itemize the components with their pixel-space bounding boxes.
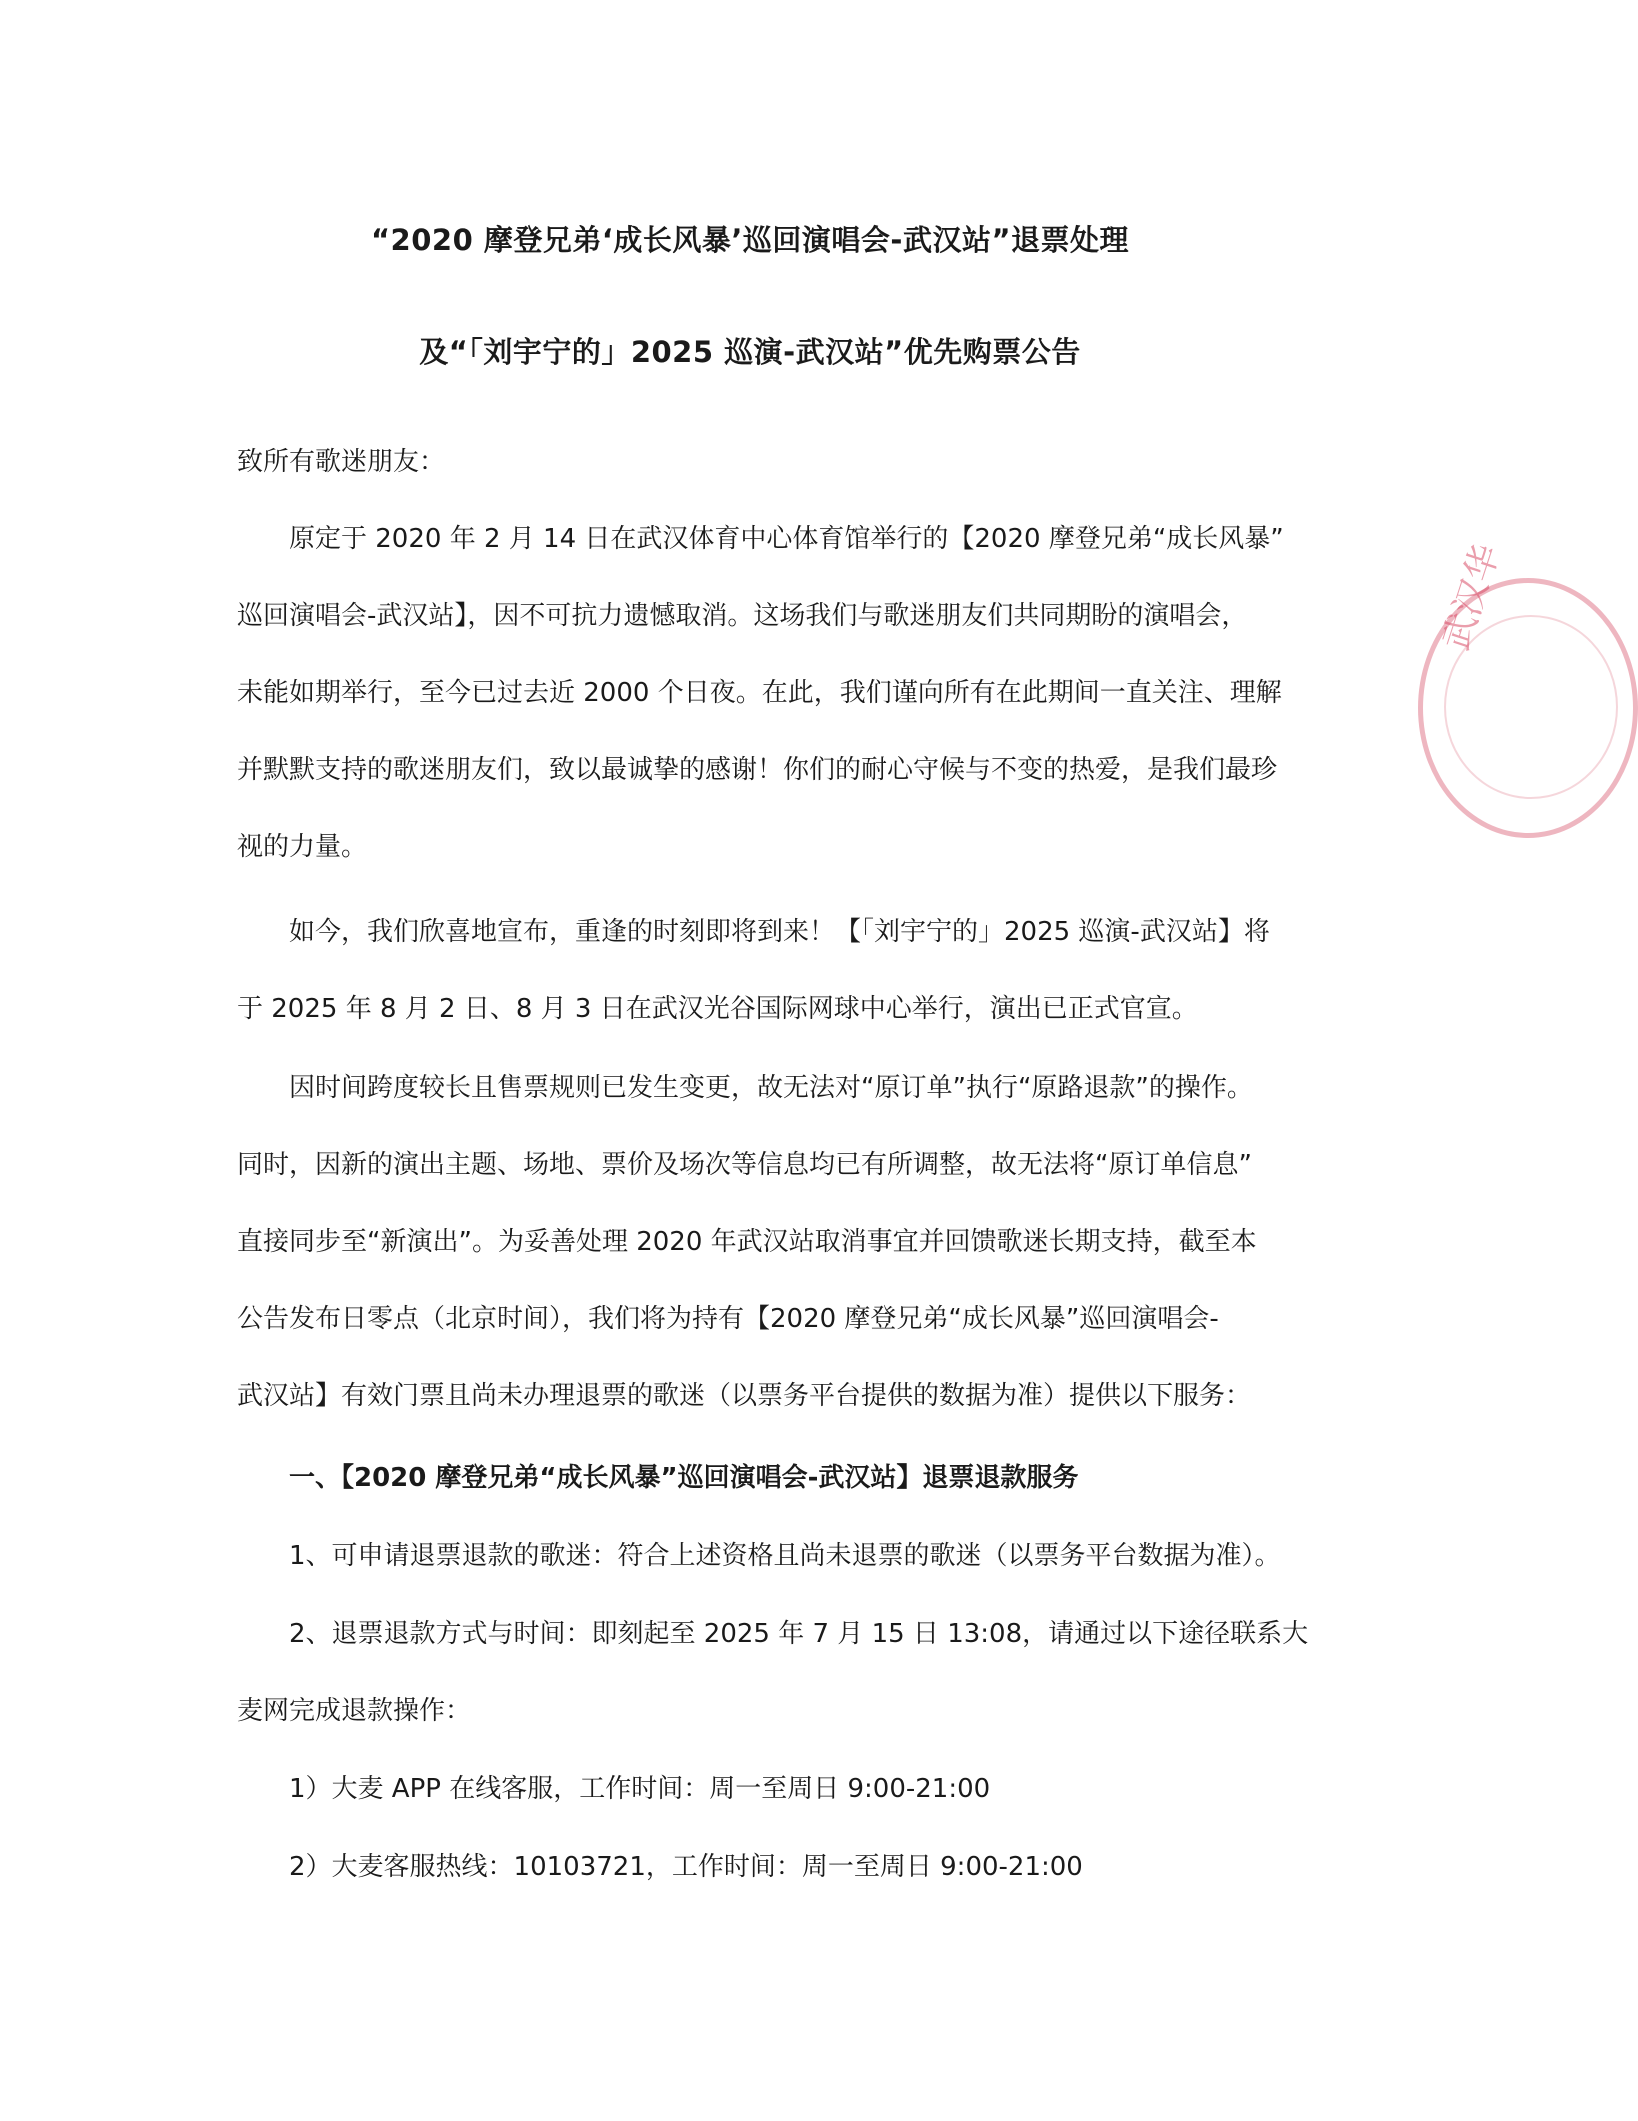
paragraph-2-line: 如今，我们欣喜地宣布，重逢的时刻即将到来！【「刘宇宁的」2025 巡演-武汉站】将: [289, 917, 1270, 947]
paragraph-2-line: 于 2025 年 8 月 2 日、8 月 3 日在武汉光谷国际网球中心举行，演出已正式官宣。: [237, 994, 1198, 1024]
paragraph-1-line: 巡回演唱会-武汉站】，因不可抗力遗憾取消。这场我们与歌迷朋友们共同期盼的演唱会，: [237, 601, 1248, 631]
section-1-sub-item-2: 2）大麦客服热线：10103721，工作时间：周一至周日 9:00-21:00: [289, 1852, 1083, 1882]
paragraph-1-line: 并默默支持的歌迷朋友们，致以最诚挚的感谢！你们的耐心守候与不变的热爱，是我们最珍: [237, 755, 1278, 785]
official-seal-text: 武汉华: [1435, 539, 1508, 656]
announcement-title-line-1: “2020 摩登兄弟‘成长风暴’巡回演唱会-武汉站”退票处理: [371, 223, 1129, 257]
paragraph-3-line: 因时间跨度较长且售票规则已发生变更，故无法对“原订单”执行“原路退款”的操作。: [289, 1073, 1253, 1103]
paragraph-1-line: 视的力量。: [237, 832, 368, 862]
paragraph-3-line: 武汉站】有效门票且尚未办理退票的歌迷（以票务平台提供的数据为准）提供以下服务：: [237, 1381, 1252, 1411]
salutation: 致所有歌迷朋友：: [237, 447, 446, 477]
paragraph-3-line: 公告发布日零点（北京时间），我们将为持有【2020 摩登兄弟“成长风暴”巡回演唱会-: [237, 1304, 1219, 1334]
paragraph-3-line: 直接同步至“新演出”。为妥善处理 2020 年武汉站取消事宜并回馈歌迷长期支持，截至本: [237, 1227, 1257, 1257]
section-1-item-2-continued: 麦网完成退款操作：: [237, 1696, 472, 1726]
section-1-sub-item-1: 1）大麦 APP 在线客服，工作时间：周一至周日 9:00-21:00: [289, 1774, 991, 1804]
paragraph-1-line: 原定于 2020 年 2 月 14 日在武汉体育中心体育馆举行的【2020 摩登兄弟“成长风暴”: [289, 524, 1284, 554]
section-1-heading: 一、【2020 摩登兄弟“成长风暴”巡回演唱会-武汉站】退票退款服务: [289, 1463, 1079, 1493]
announcement-title-line-2: 及“「刘宇宁的」2025 巡演-武汉站”优先购票公告: [419, 335, 1081, 369]
section-1-item-1: 1、可申请退票退款的歌迷：符合上述资格且尚未退票的歌迷（以票务平台数据为准）。: [289, 1541, 1281, 1571]
paragraph-1-line: 未能如期举行，至今已过去近 2000 个日夜。在此，我们谨向所有在此期间一直关注、理解: [237, 678, 1282, 708]
paragraph-3-line: 同时，因新的演出主题、场地、票价及场次等信息均已有所调整，故无法将“原订单信息”: [237, 1150, 1252, 1180]
section-1-item-2: 2、退票退款方式与时间：即刻起至 2025 年 7 月 15 日 13:08，请通过以下途径联系大: [289, 1619, 1309, 1649]
